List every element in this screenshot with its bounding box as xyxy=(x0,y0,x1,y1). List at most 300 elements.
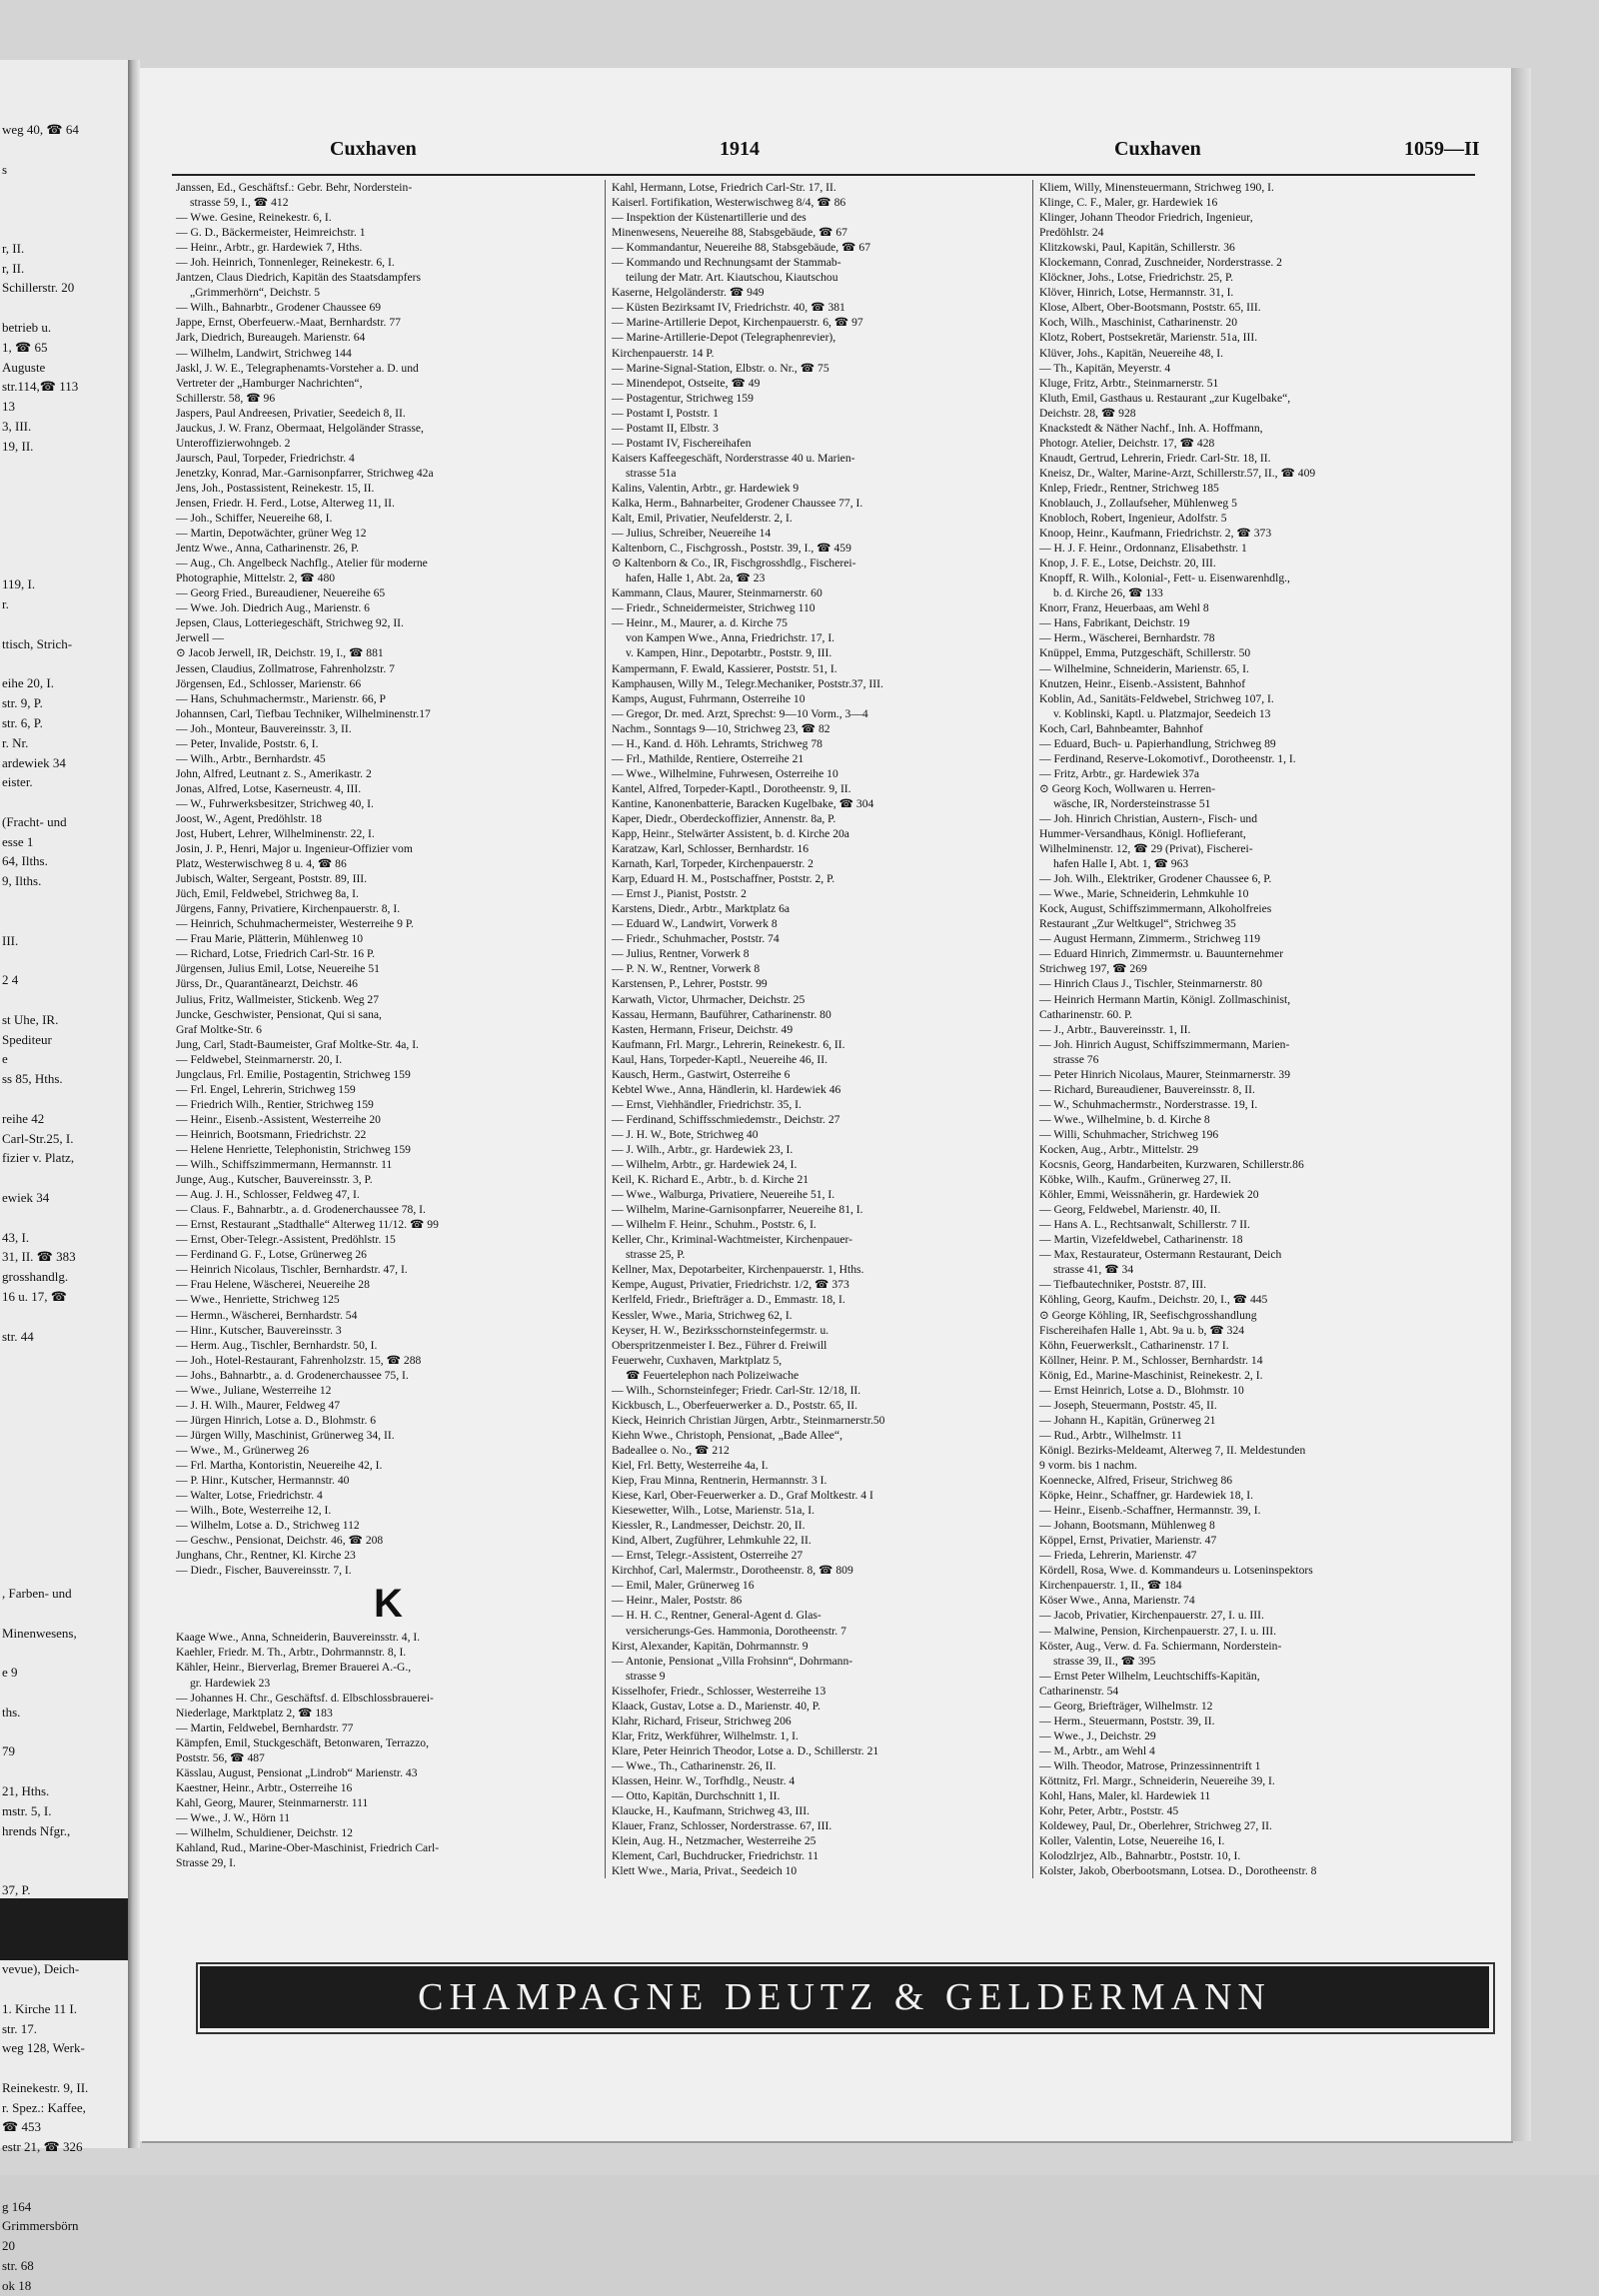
directory-entry: Jappe, Ernst, Oberfeuerw.-Maat, Bernhardstr. 77 xyxy=(176,316,401,330)
directory-entry: Kirchhof, Carl, Malermstr., Dorotheenstr. 8, ☎ 809 xyxy=(612,1564,853,1578)
left-fragment-line xyxy=(0,1761,128,1781)
directory-subentry: — P. N. W., Rentner, Vorwerk 8 xyxy=(612,962,761,976)
directory-entry: Knaudt, Gertrud, Lehrerin, Friedr. Carl-Str. 18, II. xyxy=(1039,451,1271,465)
directory-entry: Junge, Aug., Kutscher, Bauvereinsstr. 3, P. xyxy=(176,1173,373,1187)
directory-subentry: — Aug., Ch. Angelbeck Nachflg., Atelier für moderne xyxy=(176,557,428,571)
directory-column-3 xyxy=(1032,180,1477,1878)
directory-subentry: — Frau Helene, Wäscherei, Neuereihe 28 xyxy=(176,1278,370,1292)
directory-subentry: — Heinrich, Bootsmann, Friedrichstr. 22 xyxy=(176,1127,367,1141)
directory-entry: Nachm., Sonntags 9—10, Strichweg 23, ☎ 82 xyxy=(612,721,830,735)
directory-entry: Kluth, Emil, Gasthaus u. Restaurant „zur Kugelbake“, xyxy=(1039,391,1291,405)
left-fragment-line xyxy=(0,2058,128,2078)
directory-entry: Jubisch, Walter, Sergeant, Poststr. 89, III. xyxy=(176,872,368,886)
directory-column-1 xyxy=(176,180,601,1870)
left-fragment-line: ttisch, Strich- xyxy=(2,635,73,651)
directory-entry: Kiessler, R., Landmesser, Deichstr. 20, II. xyxy=(612,1519,805,1533)
directory-entry: Koldewey, Paul, Dr., Oberlehrer, Strichweg 27, II. xyxy=(1039,1819,1272,1833)
directory-subentry: — Eduard, Buch- u. Papierhandlung, Strichweg 89 xyxy=(1039,736,1276,750)
left-fragment-line: 119, I. xyxy=(2,576,36,592)
directory-subentry: — Diedr., Fischer, Bauvereinsstr. 7, I. xyxy=(176,1564,352,1578)
directory-subentry: — Wwe. Gesine, Reinekestr. 6, I. xyxy=(176,211,332,225)
directory-entry: Knobloch, Robert, Ingenieur, Adolfstr. 5 xyxy=(1039,512,1227,526)
directory-subentry: — Ernst, Telegr.-Assistent, Osterreihe 27 xyxy=(612,1549,803,1563)
left-fragment-line: st Uhe, IR. xyxy=(2,1011,59,1027)
directory-entry: Kalins, Valentin, Arbtr., gr. Hardewiek 9 xyxy=(612,481,800,495)
left-fragment-line: grosshandlg. xyxy=(2,1269,69,1285)
directory-subentry: — Feldwebel, Steinmarnerstr. 20, I. xyxy=(176,1052,343,1066)
directory-entry: wäsche, IR, Nordersteinstrasse 51 xyxy=(1053,796,1211,810)
left-fragment-line: ardewiek 34 xyxy=(2,754,66,770)
directory-entry: Kind, Albert, Zugführer, Lehmkuhle 22, II. xyxy=(612,1534,811,1548)
directory-subentry: — Richard, Bureaudiener, Bauvereinsstr. 8, II. xyxy=(1039,1082,1255,1096)
directory-subentry: — Küsten Bezirksamt IV, Friedrichstr. 40, ☎ 381 xyxy=(612,301,845,315)
directory-entry: Klar, Fritz, Werkführer, Wilhelmstr. 1, I. xyxy=(612,1728,799,1742)
directory-entry: Köhn, Feuerwerkslt., Catharinenstr. 17 I. xyxy=(1039,1338,1229,1352)
left-fragment-line: str. 6, P. xyxy=(2,714,43,730)
directory-subentry: — Wilh., Arbtr., Bernhardstr. 45 xyxy=(176,751,326,765)
directory-entry: strasse 25, P. xyxy=(626,1248,686,1262)
directory-subentry: — Hans A. L., Rechtsanwalt, Schillerstr. 7 II. xyxy=(1039,1218,1250,1232)
directory-entry: v. Koblinski, Kaptl. u. Platzmajor, Seedeich 13 xyxy=(1053,706,1271,720)
directory-subentry: — Heinrich Hermann Martin, Königl. Zollmaschinist, xyxy=(1039,992,1291,1006)
left-fragment-line xyxy=(0,1544,128,1564)
directory-entry: Kiehn Wwe., Christoph, Pensionat, „Bade Allee“, xyxy=(612,1428,842,1442)
directory-entry: Poststr. 56, ☎ 487 xyxy=(176,1750,265,1764)
directory-entry: ⊙ George Köhling, IR, Seefischgrosshandlung xyxy=(1039,1308,1257,1322)
left-fragment-line xyxy=(0,1979,128,1999)
directory-entry: Koch, Carl, Bahnbeamter, Bahnhof xyxy=(1039,721,1203,735)
directory-subentry: — Herm., Wäscherei, Bernhardstr. 78 xyxy=(1039,631,1215,645)
directory-entry: Kock, August, Schiffszimmermann, Alkoholfreies xyxy=(1039,902,1272,916)
directory-subentry: — J. H. W., Bote, Strichweg 40 xyxy=(612,1127,759,1141)
directory-entry: Johannsen, Carl, Tiefbau Techniker, Wilhelminenstr.17 xyxy=(176,706,431,720)
directory-entry: Klement, Carl, Buchdrucker, Friedrichstr. 11 xyxy=(612,1849,819,1863)
directory-subentry: — Ferdinand G. F., Lotse, Grünerweg 26 xyxy=(176,1248,367,1262)
directory-entry: 9 vorm. bis 1 nachm. xyxy=(1039,1458,1137,1472)
directory-entry: v. Kampen, Hinr., Depotarbtr., Poststr. 9, III. xyxy=(626,646,832,660)
directory-subentry: — Postamt II, Elbstr. 3 xyxy=(612,421,719,435)
left-fragment-line xyxy=(0,1445,128,1465)
directory-entry: Jörgensen, Ed., Schlosser, Marienstr. 66 xyxy=(176,676,362,690)
left-fragment-line xyxy=(0,496,128,516)
directory-entry: ⊙ Jacob Jerwell, IR, Deichstr. 19, I., ☎ 881 xyxy=(176,646,384,660)
left-fragment-line xyxy=(0,1208,128,1228)
directory-subentry: — Julius, Rentner, Vorwerk 8 xyxy=(612,947,750,961)
directory-entry: Jensen, Friedr. H. Ferd., Lotse, Alterweg 11, II. xyxy=(176,496,395,510)
left-fragment-line xyxy=(0,792,128,812)
left-fragment-line: 3, III. xyxy=(2,418,32,434)
left-fragment-line: ths. xyxy=(2,1704,21,1720)
directory-entry: Klaucke, H., Kaufmann, Strichweg 43, III. xyxy=(612,1804,809,1818)
directory-entry: Predöhlstr. 24 xyxy=(1039,226,1104,240)
directory-entry: Kördell, Rosa, Wwe. d. Kommandeurs u. Lotseninspektors xyxy=(1039,1564,1313,1578)
left-fragment-line: esse 1 xyxy=(2,833,34,849)
directory-entry: strasse 9 xyxy=(626,1669,666,1683)
directory-entry: Deichstr. 28, ☎ 928 xyxy=(1039,406,1136,420)
left-fragment-line xyxy=(0,891,128,911)
directory-entry: Köbke, Wilh., Kaufm., Grünerweg 27, II. xyxy=(1039,1173,1231,1187)
left-fragment-line xyxy=(0,140,128,160)
page-edge xyxy=(1511,68,1531,2141)
directory-subentry: — Otto, Kapitän, Durchschnitt 1, II. xyxy=(612,1789,781,1803)
directory-entry: Knorr, Franz, Heuerbaas, am Wehl 8 xyxy=(1039,601,1209,615)
directory-entry: Klett Wwe., Maria, Privat., Seedeich 10 xyxy=(612,1864,798,1878)
left-fragment-line: r. xyxy=(2,596,9,612)
directory-entry: Klotz, Robert, Postsekretär, Marienstr. 51a, III. xyxy=(1039,331,1258,345)
directory-entry: Kirchenpauerstr. 14 P. xyxy=(612,346,715,360)
left-fragment-line: weg 40, ☎ 64 xyxy=(2,122,79,137)
directory-subentry: — Postagentur, Strichweg 159 xyxy=(612,391,754,405)
directory-subentry: — Hinr., Kutscher, Bauvereinsstr. 3 xyxy=(176,1323,342,1337)
directory-subentry: — Martin, Depotwächter, grüner Weg 12 xyxy=(176,527,367,541)
header-left-city: Cuxhaven xyxy=(330,138,417,160)
directory-subentry: — Wwe., Henriette, Strichweg 125 xyxy=(176,1293,340,1307)
directory-entry: Kaisers Kaffeegeschäft, Norderstrasse 40 u. Marien- xyxy=(612,451,855,465)
directory-subentry: — Marine-Artillerie-Depot (Telegraphenrevier), xyxy=(612,331,836,345)
left-fragment-line: Reinekestr. 9, II. xyxy=(2,2079,89,2095)
directory-subentry: — Julius, Schreiber, Neuereihe 14 xyxy=(612,527,772,541)
directory-entry: Jonas, Alfred, Lotse, Kaserneustr. 4, III. xyxy=(176,781,362,795)
left-fragment-line xyxy=(0,516,128,536)
directory-subentry: — Frl., Mathilde, Rentiere, Osterreihe 21 xyxy=(612,751,804,765)
left-fragment-line: s xyxy=(2,161,8,177)
left-fragment-line: hrends Nfgr., xyxy=(2,1822,71,1838)
directory-subentry: — Hermn., Wäscherei, Bernhardstr. 54 xyxy=(176,1308,358,1322)
directory-subentry: — G. D., Bäckermeister, Heimreichstr. 1 xyxy=(176,226,366,240)
directory-subentry: — Claus. F., Bahnarbtr., a. d. Grodenerchaussee 78, I. xyxy=(176,1203,426,1217)
directory-entry: Karstensen, P., Lehrer, Poststr. 99 xyxy=(612,977,768,991)
directory-subentry: — Ernst Heinrich, Lotse a. D., Blohmstr. 10 xyxy=(1039,1383,1244,1397)
directory-subentry: — Friedr., Schuhmacher, Poststr. 74 xyxy=(612,932,780,946)
directory-entry: Strichweg 197, ☎ 269 xyxy=(1039,962,1147,976)
directory-entry: ☎ Feuertelephon nach Polizeiwache xyxy=(626,1368,800,1382)
directory-entry: Klassen, Heinr. W., Torfhdlg., Neustr. 4 xyxy=(612,1773,796,1787)
directory-subentry: — H. J. F. Heinr., Ordonnanz, Elisabethstr. 1 xyxy=(1039,542,1247,556)
directory-entry: Jark, Diedrich, Bureaugeh. Marienstr. 64 xyxy=(176,331,366,345)
left-page-text xyxy=(0,60,128,2296)
directory-entry: Kantine, Kanonenbatterie, Baracken Kugelbake, ☎ 304 xyxy=(612,796,874,810)
directory-subentry: — Wwe. Joh. Diedrich Aug., Marienstr. 6 xyxy=(176,601,370,615)
directory-subentry: — Johann, Bootsmann, Mühlenweg 8 xyxy=(1039,1519,1215,1533)
directory-entry: Köster, Aug., Verw. d. Fa. Schiermann, Norderstein- xyxy=(1039,1639,1282,1653)
directory-entry: Kohl, Hans, Maler, kl. Hardewiek 11 xyxy=(1039,1789,1211,1803)
directory-entry: Juncke, Geschwister, Pensionat, Qui si sana, xyxy=(176,1007,382,1021)
left-fragment-line: 1. Kirche 11 I. xyxy=(2,2000,77,2016)
left-fragment-line xyxy=(0,1366,128,1386)
header-year: 1914 xyxy=(720,138,760,160)
left-fragment-line xyxy=(0,1307,128,1327)
directory-entry: Koch, Wilh., Maschinist, Catharinenstr. 20 xyxy=(1039,316,1237,330)
directory-entry: Kaiserl. Fortifikation, Westerwischweg 8/4, ☎ 86 xyxy=(612,196,846,210)
directory-subentry: — Hans, Schuhmachermstr., Marienstr. 66, P xyxy=(176,691,386,705)
left-fragment-line xyxy=(0,556,128,575)
header-rule xyxy=(172,174,1475,176)
directory-subentry: — Heinrich, Schuhmachermeister, Westerreihe 9 P. xyxy=(176,917,414,931)
advertisement-banner: CHAMPAGNE DEUTZ & GELDERMANN xyxy=(200,1966,1489,2028)
directory-subentry: — Ernst, Restaurant „Stadthalle“ Alterweg 11/12. ☎ 99 xyxy=(176,1218,439,1232)
directory-entry: Kamps, August, Fuhrmann, Osterreihe 10 xyxy=(612,691,805,705)
directory-entry: Köser Wwe., Anna, Marienstr. 74 xyxy=(1039,1594,1195,1608)
left-fragment-line xyxy=(0,1406,128,1426)
directory-entry: Koller, Valentin, Lotse, Neuereihe 16, I. xyxy=(1039,1834,1225,1848)
directory-entry: Kickbusch, L., Oberfeuerwerker a. D., Poststr. 65, II. xyxy=(612,1398,857,1412)
left-fragment-line xyxy=(0,614,128,634)
directory-subentry: — Marine-Signal-Station, Elbstr. o. Nr., ☎ 75 xyxy=(612,361,829,375)
directory-entry: Jentz Wwe., Anna, Catharinenstr. 26, P. xyxy=(176,542,360,556)
left-fragment-line: ☎ 453 xyxy=(2,2119,41,2135)
directory-entry: Kampermann, F. Ewald, Kassierer, Poststr. 51, I. xyxy=(612,661,837,675)
directory-subentry: — Ernst, Ober-Telegr.-Assistent, Predöhlstr. 15 xyxy=(176,1233,396,1247)
directory-entry: Catharinenstr. 60. P. xyxy=(1039,1007,1133,1021)
directory-entry: Kammann, Claus, Maurer, Steinmarnerstr. 60 xyxy=(612,586,822,600)
directory-entry: Graf Moltke-Str. 6 xyxy=(176,1022,262,1036)
left-fragment-line xyxy=(0,457,128,477)
directory-subentry: — Tiefbautechniker, Poststr. 87, III. xyxy=(1039,1278,1206,1292)
directory-subentry: — Wilh., Bahnarbtr., Grodener Chaussee 69 xyxy=(176,301,382,315)
directory-entry: Kaestner, Heinr., Arbtr., Osterreihe 16 xyxy=(176,1780,353,1794)
directory-entry: Klauer, Franz, Schlosser, Norderstrasse. 67, III. xyxy=(612,1819,832,1833)
directory-subentry: — Jürgen Willy, Maschinist, Grünerweg 34, II. xyxy=(176,1428,395,1442)
left-fragment-line xyxy=(0,199,128,219)
directory-entry: strasse 41, ☎ 34 xyxy=(1053,1263,1134,1277)
left-fragment-line xyxy=(0,1525,128,1545)
left-fragment-line: str. 17. xyxy=(2,2020,38,2036)
left-fragment-line: , Farben- und xyxy=(2,1585,72,1601)
left-fragment-line: 64, Ilths. xyxy=(2,853,48,869)
directory-entry: Junghans, Chr., Rentner, Kl. Kirche 23 xyxy=(176,1549,356,1563)
directory-entry: ⊙ Kaltenborn & Co., IR, Fischgrosshdlg., Fischerei- xyxy=(612,557,856,571)
directory-entry: Kisselhofer, Friedr., Schlosser, Westerreihe 13 xyxy=(612,1684,826,1698)
directory-entry: Janssen, Ed., Geschäftsf.: Gebr. Behr, Norderstein- xyxy=(176,181,413,194)
directory-entry: John, Alfred, Leutnant z. S., Amerikastr. 2 xyxy=(176,766,372,780)
left-fragment-line xyxy=(0,298,128,318)
directory-entry: Kolodzlrjez, Alb., Bahnarbtr., Poststr. 10, I. xyxy=(1039,1849,1241,1863)
directory-entry: Knlep, Friedr., Rentner, Strichweg 185 xyxy=(1039,481,1219,495)
directory-subentry: — Herm. Aug., Tischler, Bernhardstr. 50, I. xyxy=(176,1338,378,1352)
directory-entry: strasse 59, I., ☎ 412 xyxy=(190,196,289,210)
left-fragment-line: weg 128, Werk- xyxy=(2,2040,85,2056)
directory-subentry: — Wilhelmine, Schneiderin, Marienstr. 65, I. xyxy=(1039,661,1249,675)
directory-entry: Kieck, Heinrich Christian Jürgen, Arbtr., Steinmarnerstr.50 xyxy=(612,1413,885,1427)
left-fragment-line: reihe 42 xyxy=(2,1110,45,1126)
directory-subentry: — Wwe., Th., Catharinenstr. 26, II. xyxy=(612,1758,777,1772)
directory-entry: Karnath, Karl, Torpeder, Kirchenpauerstr. 2 xyxy=(612,857,813,871)
directory-entry: hafen Halle I, Abt. 1, ☎ 963 xyxy=(1053,857,1189,871)
directory-entry: Kaserne, Helgoländerstr. ☎ 949 xyxy=(612,286,765,300)
left-fragment-line: r. Spez.: Kaffee, xyxy=(2,2099,86,2115)
left-fragment-line xyxy=(0,1564,128,1584)
left-fragment-line: III. xyxy=(2,932,19,948)
directory-subentry: — Jürgen Hinrich, Lotse a. D., Blohmstr. 6 xyxy=(176,1413,377,1427)
directory-entry: Kellner, Max, Depotarbeiter, Kirchenpauerstr. 1, Hths. xyxy=(612,1263,864,1277)
directory-entry: Kässlau, August, Pensionat „Lindrob“ Marienstr. 43 xyxy=(176,1765,418,1779)
directory-subentry: — Wilhelm F. Heinr., Schuhm., Poststr. 6, I. xyxy=(612,1218,816,1232)
directory-entry: Jürss, Dr., Quarantänearzt, Deichstr. 46 xyxy=(176,977,358,991)
left-page-fragment xyxy=(0,60,130,2293)
directory-entry: Kahland, Rud., Marine-Ober-Maschinist, Friedrich Carl- xyxy=(176,1841,440,1855)
directory-entry: Karstens, Diedr., Arbtr., Marktplatz 6a xyxy=(612,902,791,916)
directory-subentry: — Kommando und Rechnungsamt der Stammab- xyxy=(612,256,841,270)
directory-entry: Jauckus, J. W. Franz, Obermaat, Helgoländer Strasse, xyxy=(176,421,424,435)
directory-subentry: — Ferdinand, Reserve-Lokomotivf., Dorotheenstr. 1, I. xyxy=(1039,751,1296,765)
directory-entry: Klose, Albert, Ober-Bootsmann, Poststr. 65, III. xyxy=(1039,301,1261,315)
left-fragment-line: ok 18 xyxy=(2,2277,32,2293)
directory-subentry: — Rud., Arbtr., Wilhelmstr. 11 xyxy=(1039,1428,1182,1442)
directory-subentry: — Eduard Hinrich, Zimmermstr. u. Bauunternehmer xyxy=(1039,947,1284,961)
directory-subentry: — Emil, Maler, Grünerweg 16 xyxy=(612,1579,755,1593)
left-fragment-line xyxy=(0,1426,128,1446)
directory-entry: Kolster, Jakob, Oberbootsmann, Lotsea. D., Dorotheenstr. 8 xyxy=(1039,1864,1317,1878)
left-fragment-line: fizier v. Platz, xyxy=(2,1150,75,1166)
directory-entry: Köpke, Heinr., Schaffner, gr. Hardewiek 18, I. xyxy=(1039,1489,1254,1503)
directory-subentry: — M., Arbtr., am Wehl 4 xyxy=(1039,1743,1155,1757)
directory-subentry: — Wwe., Wilhelmine, Fuhrwesen, Osterreihe 10 xyxy=(612,766,838,780)
left-fragment-line xyxy=(0,2177,128,2197)
directory-entry: Jost, Hubert, Lehrer, Wilhelminenstr. 22, I. xyxy=(176,827,375,841)
left-fragment-line: e xyxy=(2,1051,8,1067)
directory-subentry: — Georg, Feldwebel, Marienstr. 40, II. xyxy=(1039,1203,1221,1217)
directory-entry: Jürgensen, Julius Emil, Lotse, Neuereihe 51 xyxy=(176,962,380,976)
directory-subentry: — Helene Henriette, Telephonistin, Strichweg 159 xyxy=(176,1143,411,1156)
directory-subentry: — Wilh., Schornsteinfeger; Friedr. Carl-Str. 12/18, II. xyxy=(612,1383,861,1397)
directory-entry: Kessler, Wwe., Maria, Strichweg 62, I. xyxy=(612,1308,793,1322)
directory-subentry: — Georg, Briefträger, Wilhelmstr. 12 xyxy=(1039,1699,1213,1713)
directory-entry: Kasten, Hermann, Friseur, Deichstr. 49 xyxy=(612,1022,794,1036)
directory-subentry: — Jacob, Privatier, Kirchenpauerstr. 27, I. u. III. xyxy=(1039,1609,1264,1623)
left-fragment-line xyxy=(0,2157,128,2177)
left-fragment-line: eihe 20, I. xyxy=(2,675,54,691)
directory-subentry: — Friedr., Schneidermeister, Strichweg 110 xyxy=(612,601,815,615)
directory-entry: Knoblauch, J., Zollaufseher, Mühlenweg 5 xyxy=(1039,496,1237,510)
left-fragment-line xyxy=(0,179,128,199)
directory-entry: Kohr, Peter, Arbtr., Poststr. 45 xyxy=(1039,1804,1179,1818)
directory-subentry: — Minendepot, Ostseite, ☎ 49 xyxy=(612,376,761,390)
book-gutter xyxy=(128,60,140,2148)
left-fragment-line xyxy=(0,536,128,556)
directory-subentry: — Johannes H. Chr., Geschäftsf. d. Elbschlossbrauerei- xyxy=(176,1691,434,1705)
directory-entry: Keller, Chr., Kriminal-Wachtmeister, Kirchenpauer- xyxy=(612,1233,852,1247)
directory-subentry: — Peter Hinrich Nicolaus, Maurer, Steinmarnerstr. 39 xyxy=(1039,1067,1290,1081)
directory-subentry: — Wilh. Theodor, Matrose, Prinzessinnentrift 1 xyxy=(1039,1758,1261,1772)
directory-entry: Keil, K. Richard E., Arbtr., b. d. Kirche 21 xyxy=(612,1173,809,1187)
directory-entry: teilung der Matr. Art. Kiautschou, Kiautschou xyxy=(626,271,838,285)
directory-entry: Feuerwehr, Cuxhaven, Marktplatz 5, xyxy=(612,1353,783,1367)
directory-entry: Koennecke, Alfred, Friseur, Strichweg 86 xyxy=(1039,1474,1233,1488)
left-fragment-line: vevue), Deich- xyxy=(2,1961,80,1977)
directory-subentry: — Ernst, Viehhändler, Friedrichstr. 35, I. xyxy=(612,1097,801,1111)
directory-entry: Kahl, Georg, Maurer, Steinmarnerstr. 111 xyxy=(176,1795,369,1809)
directory-entry: Strasse 29, I. xyxy=(176,1856,236,1870)
left-fragment-line: Spediteur xyxy=(2,1031,52,1047)
directory-entry: Kalt, Emil, Privatier, Neufelderstr. 2, I. xyxy=(612,512,793,526)
directory-entry: Kiese, Karl, Ober-Feuerwerker a. D., Graf Moltkestr. 4 I xyxy=(612,1489,873,1503)
directory-entry: Knopff, R. Wilh., Kolonial-, Fett- u. Eisenwarenhdlg., xyxy=(1039,572,1290,585)
directory-entry: Jüch, Emil, Feldwebel, Strichweg 8a, I. xyxy=(176,887,359,901)
left-fragment-line: str. 68 xyxy=(2,2258,34,2274)
directory-entry: Jenetzky, Konrad, Mar.-Garnisonpfarrer, Strichweg 42a xyxy=(176,466,434,480)
directory-entry: Karwath, Victor, Uhrmacher, Deichstr. 25 xyxy=(612,992,805,1006)
directory-subentry: — Antonie, Pensionat „Villa Frohsinn“, Dohrmann- xyxy=(612,1654,853,1668)
directory-entry: Köttnitz, Frl. Margr., Schneiderin, Neuereihe 39, I. xyxy=(1039,1773,1275,1787)
section-letter: K xyxy=(374,1582,403,1627)
directory-subentry: — Wwe., Wilhelmine, b. d. Kirche 8 xyxy=(1039,1112,1210,1126)
page-number: 1059—II xyxy=(1404,138,1480,160)
directory-entry: Kähler, Heinr., Bierverlag, Bremer Brauerei A.-G., xyxy=(176,1661,412,1675)
directory-subentry: — Aug. J. H., Schlosser, Feldweg 47, I. xyxy=(176,1188,360,1202)
directory-entry: Klare, Peter Heinrich Theodor, Lotse a. D., Schillerstr. 21 xyxy=(612,1743,879,1757)
directory-entry: Jaskl, J. W. E., Telegraphenamts-Vorsteher a. D. und xyxy=(176,361,419,375)
directory-entry: Minenwesens, Neuereihe 88, Stabsgebäude, ☎ 67 xyxy=(612,226,847,240)
directory-entry: hafen, Halle 1, Abt. 2a, ☎ 23 xyxy=(626,572,766,585)
directory-entry: König, Ed., Marine-Maschinist, Reinekestr. 2, I. xyxy=(1039,1368,1263,1382)
directory-entry: strasse 51a xyxy=(626,466,677,480)
directory-entry: Kiep, Frau Minna, Rentnerin, Hermannstr. 3 I. xyxy=(612,1474,827,1488)
directory-subentry: — Joh. Hinrich Christian, Austern-, Fisch- und xyxy=(1039,811,1258,825)
left-fragment-line xyxy=(0,1643,128,1663)
left-fragment-line: 1, ☎ 65 xyxy=(2,339,48,355)
directory-subentry: — J. Wilh., Arbtr., gr. Hardewiek 23, I. xyxy=(612,1143,794,1156)
directory-subentry: — Malwine, Pension, Kirchenpauerstr. 27, I. u. III. xyxy=(1039,1624,1276,1638)
directory-entry: Kaul, Hans, Torpeder-Kaptl., Neuereihe 46, II. xyxy=(612,1052,828,1066)
directory-entry: Schillerstr. 58, ☎ 96 xyxy=(176,391,276,405)
directory-entry: Oberspritzenmeister I. Bez., Führer d. Freiwill xyxy=(612,1338,827,1352)
directory-entry: Kocsnis, Georg, Handarbeiten, Kurzwaren, Schillerstr.86 xyxy=(1039,1158,1304,1172)
directory-subentry: — Hans, Fabrikant, Deichstr. 19 xyxy=(1039,616,1190,630)
directory-subentry: — Hinrich Claus J., Tischler, Steinmarnerstr. 80 xyxy=(1039,977,1263,991)
directory-subentry: — P. Hinr., Kutscher, Hermannstr. 40 xyxy=(176,1474,350,1488)
left-fragment-line: ewiek 34 xyxy=(2,1190,50,1206)
directory-entry: Wilhelminenstr. 12, ☎ 29 (Privat), Fischerei- xyxy=(1039,842,1253,856)
directory-entry: Fischereihafen Halle 1, Abt. 9a u. b, ☎ 324 xyxy=(1039,1323,1245,1337)
directory-entry: strasse 76 xyxy=(1053,1052,1099,1066)
directory-subentry: — Joh., Monteur, Bauvereinsstr. 3, II. xyxy=(176,721,352,735)
left-fragment-line: 79 xyxy=(2,1743,15,1759)
directory-subentry: — Wilhelm, Schuldiener, Deichstr. 12 xyxy=(176,1825,353,1839)
directory-subentry: — Frl. Martha, Kontoristin, Neuereihe 42, I. xyxy=(176,1458,383,1472)
left-fragment-line: 37, P. xyxy=(2,1881,31,1897)
directory-subentry: — Wilhelm, Marine-Garnisonpfarrer, Neuereihe 81, I. xyxy=(612,1203,863,1217)
directory-subentry: — Johs., Bahnarbtr., a. d. Grodenerchaussee 75, I. xyxy=(176,1368,409,1382)
directory-subentry: — Wilhelm, Arbtr., gr. Hardewiek 24, I. xyxy=(612,1158,798,1172)
directory-entry: Josin, J. P., Henri, Major u. Ingenieur-Offizier vom xyxy=(176,842,413,856)
left-fragment-line: Grimmersbörn xyxy=(2,2218,79,2234)
directory-entry: Klockemann, Conrad, Zuschneider, Norderstrasse. 2 xyxy=(1039,256,1282,270)
left-fragment-line: 13 xyxy=(2,399,15,415)
directory-entry: Jürgens, Fanny, Privatiere, Kirchenpauerstr. 8, I. xyxy=(176,902,401,916)
left-fragment-line: str. 9, P. xyxy=(2,695,43,711)
directory-subentry: — Joseph, Steuermann, Poststr. 45, II. xyxy=(1039,1398,1217,1412)
directory-subentry: — Johann H., Kapitän, Grünerweg 21 xyxy=(1039,1413,1216,1427)
directory-subentry: — Th., Kapitän, Meyerstr. 4 xyxy=(1039,361,1171,375)
left-fragment-line xyxy=(0,1386,128,1406)
directory-entry: Knop, J. F. E., Lotse, Deichstr. 20, III. xyxy=(1039,557,1216,571)
directory-entry: Platz, Westerwischweg 8 u. 4, ☎ 86 xyxy=(176,857,347,871)
directory-subentry: — J. H. Wilh., Maurer, Feldweg 47 xyxy=(176,1398,341,1412)
directory-entry: Jantzen, Claus Diedrich, Kapitän des Staatsdampfers xyxy=(176,271,422,285)
directory-entry: Klaack, Gustav, Lotse a. D., Marienstr. 40, P. xyxy=(612,1699,820,1713)
left-fragment-line: ss 85, Hths. xyxy=(2,1071,63,1087)
directory-subentry: — Wwe., Marie, Schneiderin, Lehmkuhle 10 xyxy=(1039,887,1249,901)
directory-subentry: — Inspektion der Küstenartillerie und des xyxy=(612,211,806,225)
directory-subentry: — Ferdinand, Schiffsschmiedemstr., Deichstr. 27 xyxy=(612,1112,840,1126)
directory-entry: Kocken, Aug., Arbtr., Mittelstr. 29 xyxy=(1039,1143,1199,1156)
directory-entry: Klitzkowski, Paul, Kapitän, Schillerstr. 36 xyxy=(1039,241,1235,255)
directory-entry: Klinger, Johann Theodor Friedrich, Ingenieur, xyxy=(1039,211,1253,225)
directory-entry: Klein, Aug. H., Netzmacher, Westerreihe 25 xyxy=(612,1834,816,1848)
directory-entry: Kalka, Herm., Bahnarbeiter, Grodener Chaussee 77, I. xyxy=(612,496,863,510)
directory-entry: Kapp, Heinr., Stelwärter Assistent, b. d. Kirche 20a xyxy=(612,827,849,841)
directory-subentry: — Martin, Feldwebel, Bernhardstr. 77 xyxy=(176,1721,354,1734)
